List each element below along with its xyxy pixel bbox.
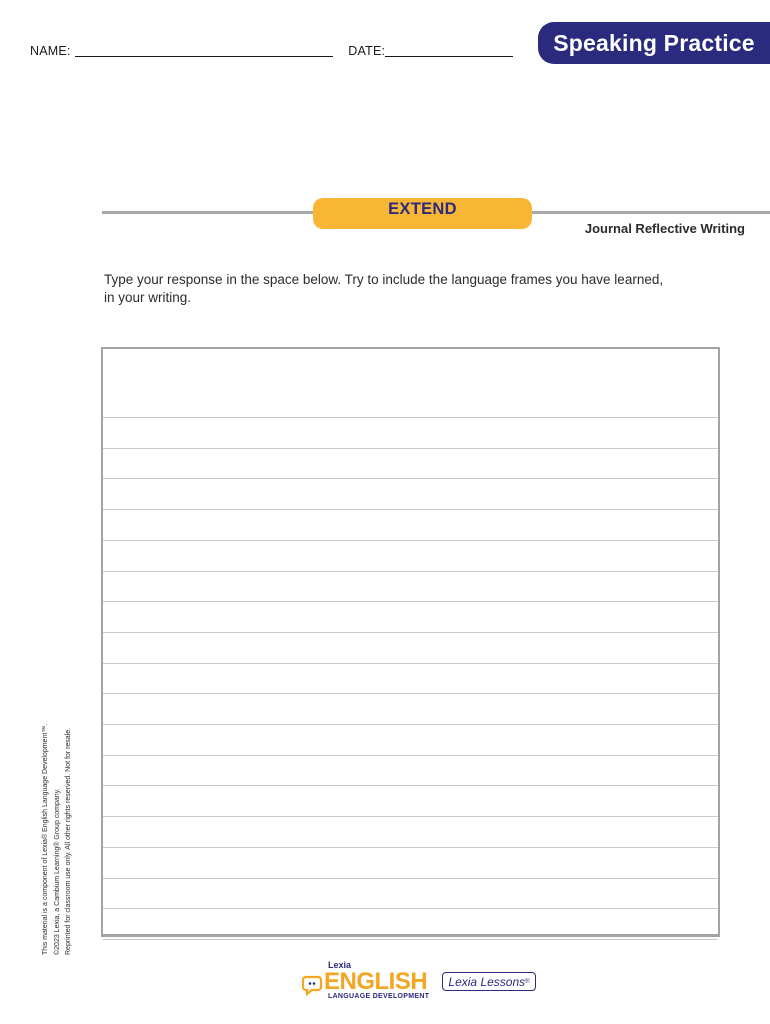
speech-bubble-icon bbox=[302, 973, 324, 997]
extend-badge-label: EXTEND bbox=[388, 200, 457, 218]
name-date-line bbox=[30, 44, 513, 58]
writing-line bbox=[103, 663, 718, 664]
instructions-text: Type your response in the space below. Try to include the language frames you have learned, in your writing. bbox=[104, 272, 664, 305]
writing-line bbox=[103, 417, 718, 418]
writing-line bbox=[103, 478, 718, 479]
copyright-notice bbox=[40, 705, 75, 955]
logo-language-development: LANGUAGE DEVELOPMENT bbox=[328, 993, 430, 1000]
lexia-lessons-label: Lexia Lessons bbox=[448, 974, 526, 989]
writing-line bbox=[103, 939, 718, 940]
writing-line bbox=[103, 755, 718, 756]
name-field-blank[interactable] bbox=[75, 44, 333, 57]
response-writing-area[interactable] bbox=[101, 347, 720, 937]
logo-lexia-word: Lexia bbox=[328, 960, 352, 970]
section-rule-right bbox=[530, 211, 770, 214]
writing-line bbox=[103, 878, 718, 879]
writing-line bbox=[103, 816, 718, 817]
writing-line bbox=[103, 632, 718, 633]
writing-line bbox=[103, 509, 718, 510]
writing-line bbox=[103, 601, 718, 602]
copyright-line-3: Reprinted for classroom use only. All other rights reserved. Not for resale. bbox=[65, 727, 72, 955]
section-subtitle: Journal Reflective Writing bbox=[584, 221, 745, 236]
writing-line bbox=[103, 693, 718, 694]
date-field-blank[interactable] bbox=[385, 44, 513, 57]
writing-line bbox=[103, 785, 718, 786]
date-label: DATE: bbox=[348, 44, 386, 58]
copyright-line-2: ©2023 Lexia, a Cambium Learning® Group company. bbox=[53, 788, 61, 955]
writing-line bbox=[103, 847, 718, 848]
logo-english-word: ENGLISH bbox=[324, 968, 428, 995]
writing-line bbox=[103, 908, 718, 909]
writing-line bbox=[103, 724, 718, 725]
writing-line bbox=[103, 540, 718, 541]
lexia-lessons-badge: Lexia Lessons ® bbox=[442, 972, 536, 991]
section-rule-left bbox=[102, 211, 316, 214]
copyright-line-1: This material is a component of Lexia® English Language Development™. bbox=[42, 723, 49, 955]
writing-line bbox=[103, 571, 718, 572]
speaking-practice-tab: Speaking Practice bbox=[538, 22, 770, 64]
name-label: NAME: bbox=[30, 44, 71, 58]
writing-line bbox=[103, 448, 718, 449]
lexia-english-logo bbox=[300, 958, 435, 1004]
extend-badge bbox=[313, 198, 532, 229]
